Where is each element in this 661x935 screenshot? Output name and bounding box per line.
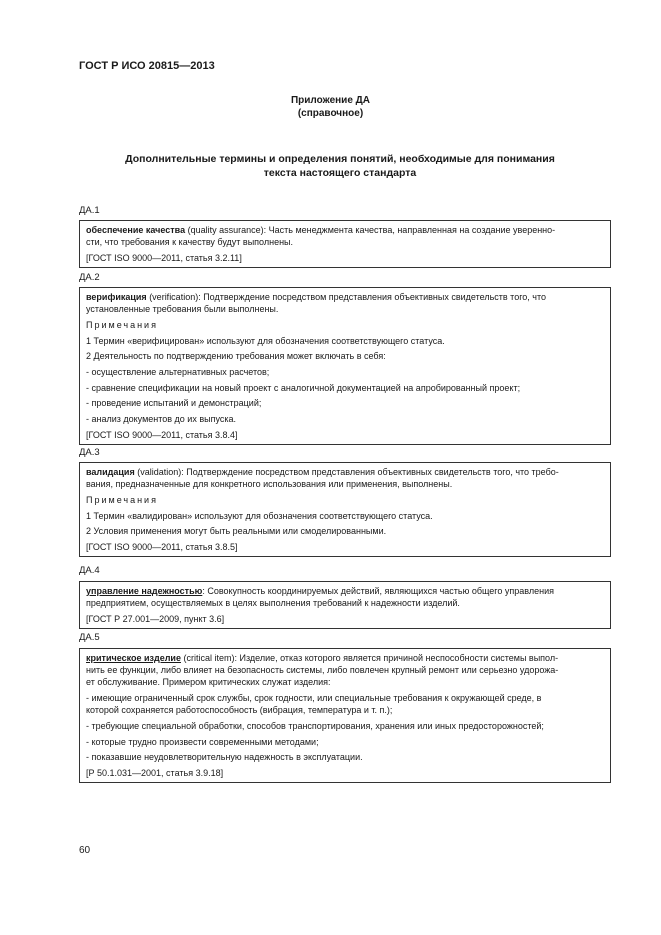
document-header: ГОСТ Р ИСО 20815—2013 [79,60,215,72]
term: валидация [86,467,135,477]
list-item: - которые трудно произвести современными методами; [86,736,319,747]
section-title-line1: Дополнительные термины и определения понятий, необходимые для понимания [125,153,555,165]
list-item: - имеющие ограниченный срок службы, срок годности, или специальные требования к окружающей среде, в [86,693,542,704]
source-reference: [ГОСТ ISO 9000—2011, статья 3.8.4] [86,429,238,440]
definition-text: (verification): Подтверждение посредством представления объективных свидетельств того, что [146,292,547,302]
notes-heading: Примечания [86,319,158,330]
entry-label: ДА.2 [79,272,100,283]
entry-label: ДА.1 [79,205,100,216]
definition-box [79,462,611,557]
list-item: - осуществление альтернативных расчетов; [86,367,270,378]
source-reference: [ГОСТ ISO 9000—2011, статья 3.8.5] [86,542,238,553]
definition-text: вания, предназначенные для конкретного использования или применения, выполнены. [86,479,453,490]
definition-box [79,287,611,445]
list-item: которой сохраняется работоспособность (вибрация, температура и т. п.); [86,705,393,716]
list-item: - анализ документов до их выпуска. [86,414,236,425]
list-item: - проведение испытаний и демонстраций; [86,398,262,409]
source-reference: [ГОСТ ISO 9000—2011, статья 3.2.11] [86,252,242,263]
definition-text: предприятием, осуществляемых в целях выполнения требований к надежности изделий. [86,598,460,609]
term: управление надежностью [86,586,203,596]
term: обеспечение качества [86,225,186,235]
definition-box [79,220,611,268]
notes-heading: Примечания [86,494,158,505]
note-item: 2 Условия применения могут быть реальными или смоделированными. [86,526,387,537]
definition-box [79,581,611,629]
entry-label: ДА.3 [79,447,100,458]
definition-text: (critical item): Изделие, отказ которого является причиной неспособности системы выпол- [180,653,559,663]
entry-label: ДА.5 [79,632,100,643]
definition-text: (validation): Подтверждение посредством представления объективных свидетельств того, что требо- [134,467,559,477]
definition-text: нить ее функции, либо влияет на безопасность системы, либо повлечен крупный ремонт или серьезно удорожа- [86,665,559,676]
term: критическое изделие [86,653,181,663]
source-reference: [ГОСТ Р 27.001—2009, пункт 3.6] [86,613,225,624]
appendix-subtitle: (справочное) [297,108,364,119]
definition-box [79,648,611,783]
list-item: - показавшие неудовлетворительную надежность в эксплуатации. [86,752,363,763]
note-item: 1 Термин «верифицирован» используют для обозначения соответствующего статуса. [86,335,445,346]
source-reference: [Р 50.1.031—2001, статья 3.9.18] [86,768,224,779]
definition-text: установленные требования были выполнены. [86,304,279,315]
list-item: - сравнение спецификации на новый проект с аналогичной документацией на апробированный проект; [86,382,521,393]
entry-label: ДА.4 [79,565,100,576]
note-item: 2 Деятельность по подтверждению требования может включать в себя: [86,351,386,362]
page-number: 60 [79,845,91,856]
list-item: - требующие специальной обработки, способов транспортирования, хранения или иных предосторожностей; [86,721,544,732]
definition-text: сти, что требования к качеству будут выполнены. [86,237,294,248]
note-item: 1 Термин «валидирован» используют для обозначения соответствующего статуса. [86,510,433,521]
term: верификация [86,292,147,302]
section-title-line2: текста настоящего стандарта [263,167,417,179]
appendix-title: Приложение ДА [290,95,371,106]
definition-text: : Совокупность координируемых действий, являющихся частью общего управления [202,586,554,596]
definition-text: (quality assurance): Часть менеджмента качества, направленная на создание уверенно- [185,225,556,235]
definition-text: ет обслуживание. Примером критических служат изделия: [86,677,331,688]
